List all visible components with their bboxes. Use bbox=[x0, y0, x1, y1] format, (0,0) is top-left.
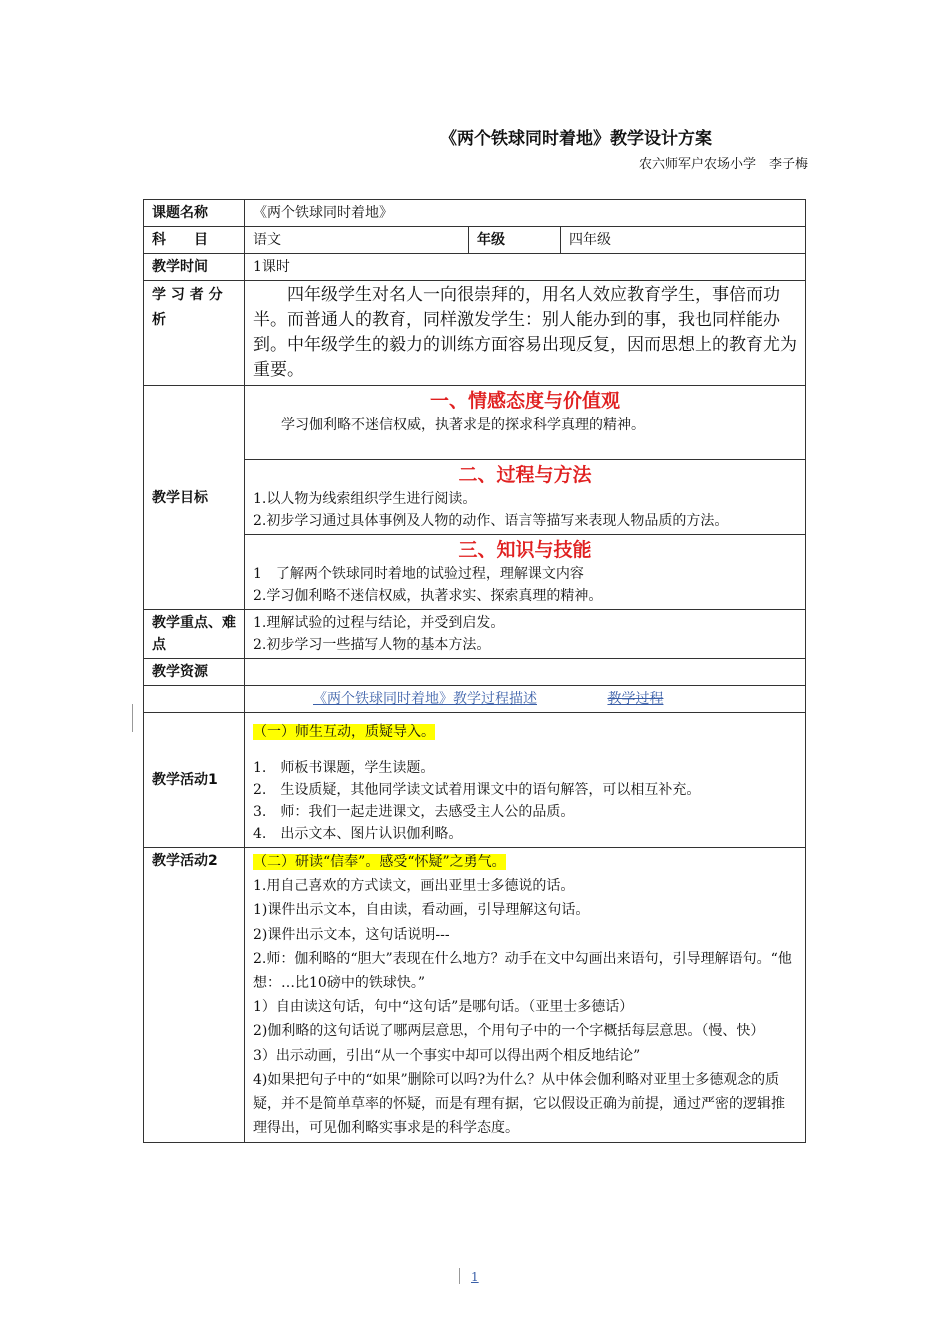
margin-marker bbox=[132, 704, 133, 732]
activity-2-item: 1）自由读这句话，句中“这句话”是哪句话。（亚里士多德话） bbox=[253, 999, 634, 1016]
key-cell bbox=[245, 610, 806, 659]
learner-text: 四年级学生对名人一向很崇拜的，用名人效应教育学生，事倍而功半。而普通人的教育，同样激发学生：别人能办到的事，我也同样能办到。中年级学生的毅力的训练方面容易出现反复，因而思想上的教育尤为重要。 bbox=[245, 281, 806, 386]
row-learner-analysis bbox=[144, 281, 806, 386]
goal-3-heading: 三、知识与技能 bbox=[458, 539, 592, 561]
goal-3-item: 1 了解两个铁球同时着地的试验过程，理解课文内容 bbox=[253, 566, 584, 582]
row-activity-1 bbox=[144, 713, 806, 848]
process-deleted-text: 教学过程 bbox=[607, 691, 664, 707]
grade-value: 四年级 bbox=[561, 227, 806, 254]
goal-2-cell bbox=[245, 460, 806, 535]
time-label: 教学时间 bbox=[144, 254, 245, 281]
activity-2-item: 1)课件出示文本，自由读，看动画，引导理解这句话。 bbox=[253, 902, 590, 919]
course-value: 《两个铁球同时着地》 bbox=[245, 200, 806, 227]
goal-3-item: 2.学习伽利略不迷信权威，执著求实、探索真理的精神。 bbox=[253, 588, 603, 604]
activity-2-item: 2)课件出示文本，这句话说明--- bbox=[253, 926, 450, 943]
row-subject bbox=[144, 227, 806, 254]
goal-1-heading: 一、情感态度与价值观 bbox=[430, 390, 621, 412]
goal-2-item: 1.以人物为线索组织学生进行阅读。 bbox=[253, 491, 477, 507]
process-empty-cell bbox=[144, 686, 245, 713]
course-label: 课题名称 bbox=[144, 200, 245, 227]
activity-2-cell bbox=[245, 848, 806, 1143]
activity-1-heading: （一）师生互动，质疑导入。 bbox=[253, 724, 435, 740]
activity-1-label: 教学活动1 bbox=[144, 713, 245, 848]
subject-label: 科 目 bbox=[144, 227, 245, 254]
learner-label: 学 习 者 分析 bbox=[144, 281, 245, 386]
activity-2-item: 2.师：伽利略的“胆大”表现在什么地方？动手在文中勾画出来语句，引导理解语句。“他想：…比10磅中的铁球快。” bbox=[253, 950, 792, 992]
process-description-link[interactable]: 《两个铁球同时着地》教学过程描述 bbox=[313, 691, 537, 707]
resource-value bbox=[245, 659, 806, 686]
author-line: 农六师军户农场小学 李子梅 bbox=[638, 157, 808, 172]
activity-1-item: 3. 师：我们一起走进课文，去感受主人公的品质。 bbox=[253, 804, 575, 820]
key-item: 1.理解试验的过程与结论，并受到启发。 bbox=[253, 615, 505, 631]
goal-2-item: 2.初步学习通过具体事例及人物的动作、语言等描写来表现人物品质的方法。 bbox=[253, 513, 729, 529]
lesson-plan-table bbox=[143, 199, 806, 1143]
row-activity-2 bbox=[144, 848, 806, 1143]
process-cell bbox=[245, 686, 806, 713]
row-resources bbox=[144, 659, 806, 686]
page-number: 1 bbox=[471, 1270, 479, 1284]
goals-label: 教学目标 bbox=[144, 386, 245, 610]
page-number-divider bbox=[459, 1268, 460, 1284]
row-process-header bbox=[144, 686, 806, 713]
goal-1-text: 学习伽利略不迷信权威，执著求是的探求科学真理的精神。 bbox=[281, 417, 645, 433]
key-item: 2.初步学习一些描写人物的基本方法。 bbox=[253, 637, 491, 653]
activity-2-heading: （二）研读“信奉”。感受“怀疑”之勇气。 bbox=[253, 854, 506, 870]
row-key-points bbox=[144, 610, 806, 659]
activity-2-item: 3）出示动画，引出“从一个事实中却可以得出两个相反地结论” bbox=[253, 1047, 641, 1064]
activity-1-item: 4. 出示文本、图片认识伽利略。 bbox=[253, 826, 463, 842]
row-time bbox=[144, 254, 806, 281]
row-goal-1 bbox=[144, 386, 806, 460]
activity-1-item: 2. 生设质疑，其他同学读文试着用课文中的语句解答，可以相互补充。 bbox=[253, 782, 701, 798]
activity-2-item: 1.用自己喜欢的方式读文，画出亚里士多德说的话。 bbox=[253, 878, 575, 895]
goal-2-heading: 二、过程与方法 bbox=[458, 464, 592, 486]
activity-2-item: 4)如果把句子中的“如果”删除可以吗?为什么？从中体会伽利略对亚里士多德观念的质疑，并不是简单草率的怀疑，而是有理有据，它以假设正确为前提，通过严密的逻辑推理得出，可见伽利略实事求是的科学态度。 bbox=[253, 1071, 785, 1137]
activity-2-label: 教学活动2 bbox=[144, 848, 245, 1143]
resource-label: 教学资源 bbox=[144, 659, 245, 686]
document-title: 《两个铁球同时着地》教学设计方案 bbox=[440, 129, 712, 149]
activity-1-cell bbox=[245, 713, 806, 848]
subject-value: 语文 bbox=[245, 227, 469, 254]
activity-1-item: 1. 师板书课题，学生读题。 bbox=[253, 760, 435, 776]
goal-1-cell bbox=[245, 386, 806, 460]
goal-3-cell bbox=[245, 535, 806, 610]
key-label: 教学重点、难点 bbox=[144, 610, 245, 659]
row-course-name bbox=[144, 200, 806, 227]
activity-2-item: 2)伽利略的这句话说了哪两层意思，个用句子中的一个字概括每层意思。（慢、快） bbox=[253, 1023, 765, 1040]
time-value: 1课时 bbox=[245, 254, 806, 281]
grade-label: 年级 bbox=[469, 227, 561, 254]
